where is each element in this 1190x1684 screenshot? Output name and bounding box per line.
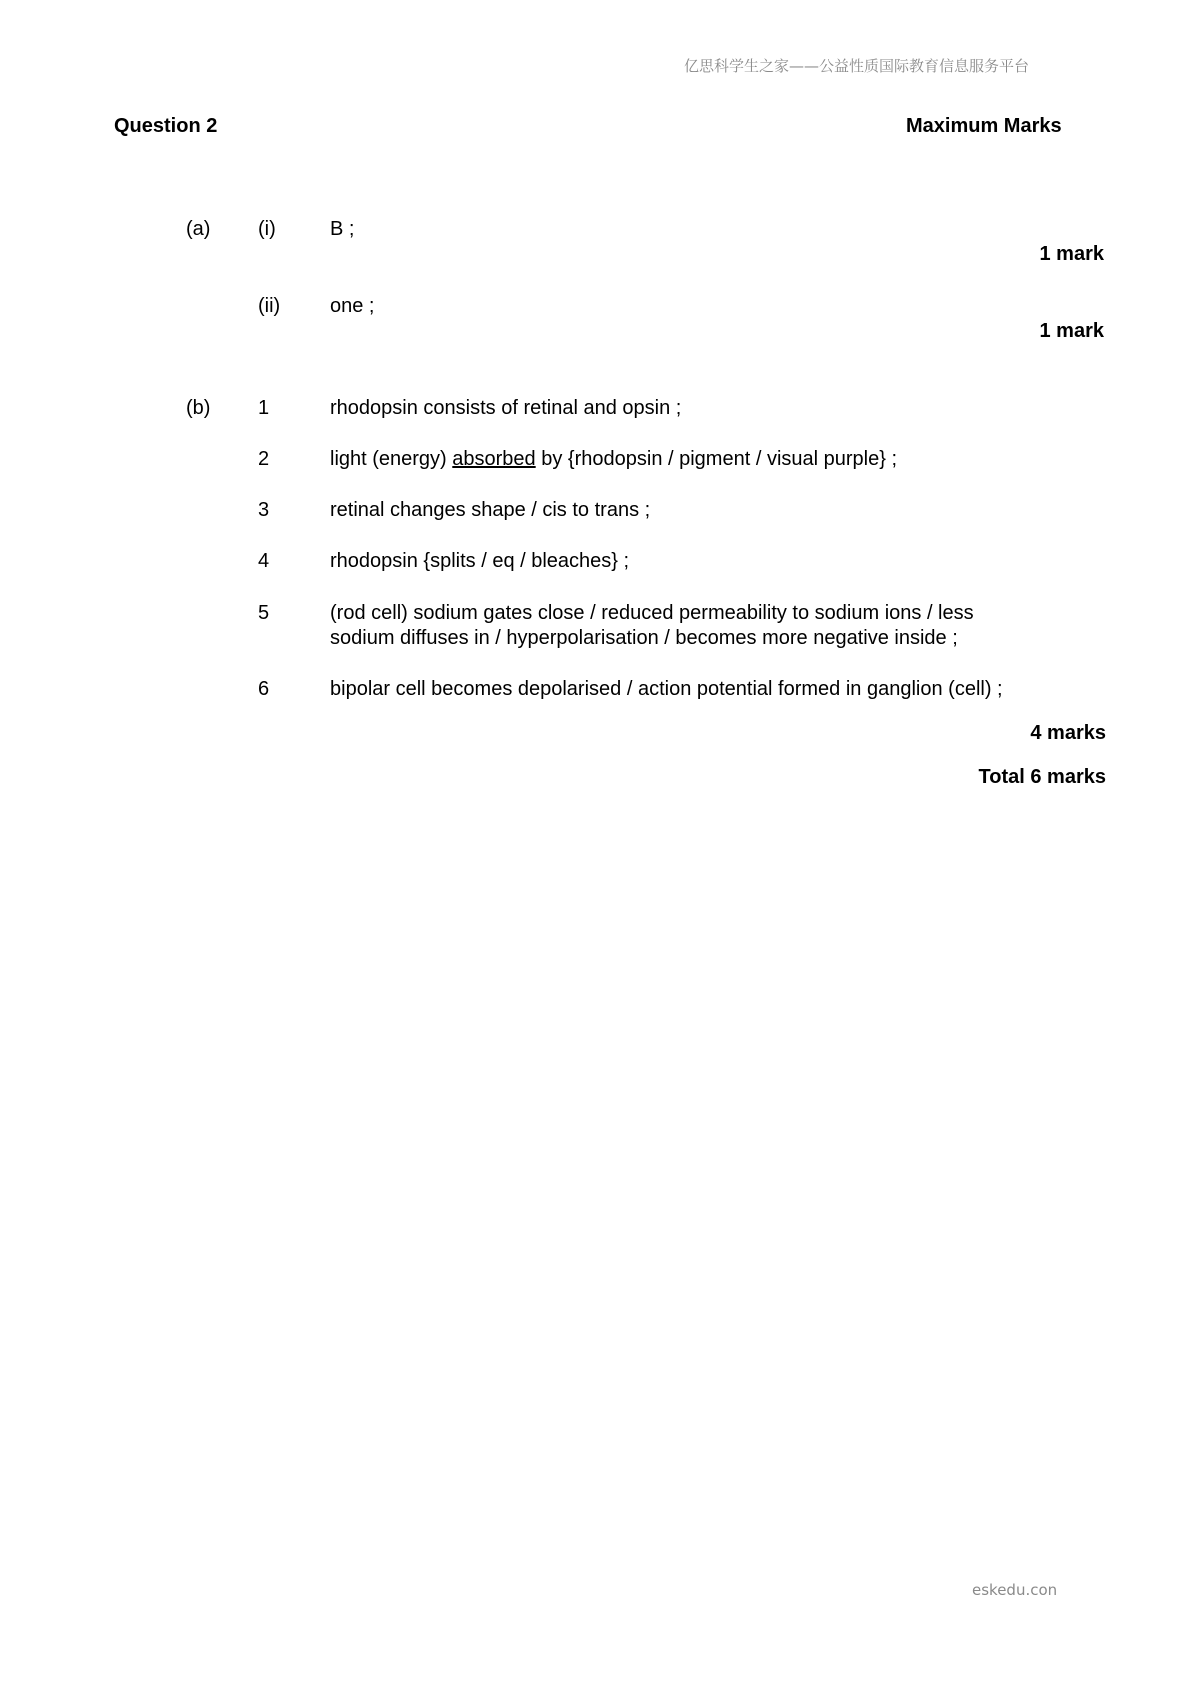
point-text-line2: sodium diffuses in / hyperpolarisation / becomes more negative inside ; <box>330 627 958 649</box>
point-number: 2 <box>258 448 270 470</box>
part-a-i-mark: 1 mark <box>1039 243 1104 265</box>
part-a-i-answer: B ; <box>330 218 355 240</box>
point-number: 1 <box>258 397 270 419</box>
part-b-label: (b) <box>186 397 211 419</box>
part-a-label: (a) <box>186 218 211 240</box>
question-title: Question 2 <box>114 115 218 137</box>
part-a-ii-mark: 1 mark <box>1039 320 1104 342</box>
point-number: 3 <box>258 499 270 521</box>
point-number: 6 <box>258 678 270 700</box>
point-text: retinal changes shape / cis to trans ; <box>330 499 651 521</box>
maximum-marks-heading: Maximum Marks <box>906 115 1062 137</box>
point-text-post: by {rhodopsin / pigment / visual purple} ; <box>535 448 898 470</box>
point-number: 5 <box>258 602 270 624</box>
footer-text: eskedu.con <box>972 1581 1058 1599</box>
part-b-mark: 4 marks <box>1030 722 1106 744</box>
point-text: rhodopsin consists of retinal and opsin ; <box>330 397 682 419</box>
point-text: bipolar cell becomes depolarised / action potential formed in ganglion (cell) ; <box>330 678 1003 700</box>
point-text <box>330 448 897 471</box>
point-number: 4 <box>258 550 270 572</box>
total-marks: Total 6 marks <box>978 766 1106 788</box>
underlined-keyword: absorbed <box>452 448 536 470</box>
part-a-ii-answer: one ; <box>330 295 375 317</box>
point-text-pre: light (energy) <box>330 448 453 470</box>
part-a-i-number: (i) <box>258 218 276 240</box>
point-text: rhodopsin {splits / eq / bleaches} ; <box>330 550 630 572</box>
watermark-text: 亿思科学生之家——公益性质国际教育信息服务平台 <box>684 57 1030 75</box>
point-text-line1: (rod cell) sodium gates close / reduced permeability to sodium ions / less <box>330 602 974 624</box>
part-a-ii-number: (ii) <box>258 295 281 317</box>
